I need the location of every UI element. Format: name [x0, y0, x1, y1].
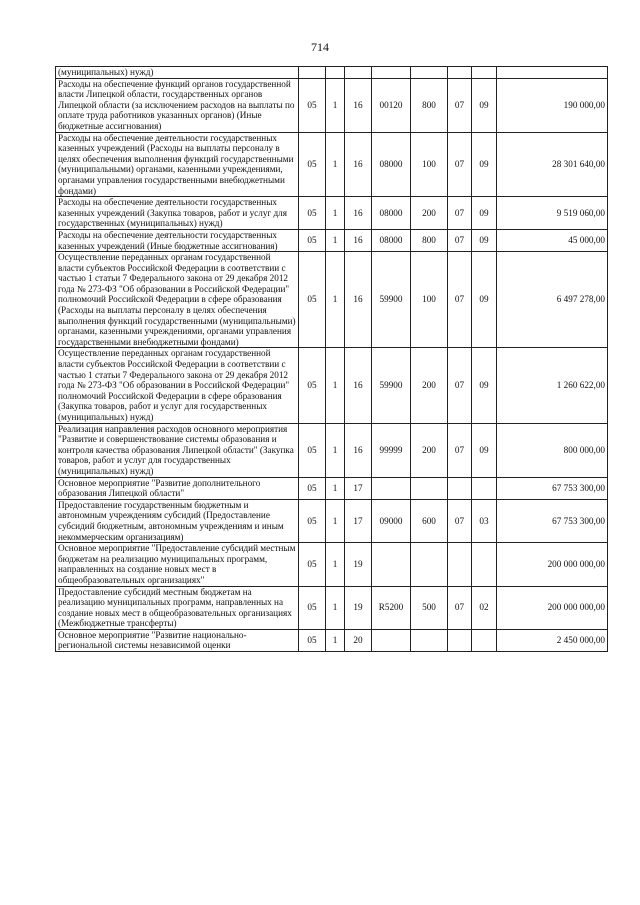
row-description: Осуществление переданных органам государственной власти субъектов Российской Федерации в соответствии с частью 1 статьи 7 Федерального закона от 29 декабря 2012 года № 273-ФЗ "Об образовании в Российской Федерации" полномочий Российской Федерации в сфере образования (Закупка товаров, работ и услуг для государственных (муниципальных) нужд)	[56, 348, 299, 423]
code-program: 1	[326, 348, 345, 423]
code-expense-type: 200	[411, 348, 448, 423]
table-row	[56, 229, 608, 251]
code-ministry	[299, 67, 326, 79]
code-subprogram: 19	[345, 586, 372, 629]
table-row	[56, 78, 608, 132]
code-direction	[372, 629, 411, 651]
table-row	[56, 348, 608, 423]
code-section	[448, 67, 472, 79]
code-subsection: 09	[472, 229, 497, 251]
code-direction	[372, 477, 411, 499]
code-section: 07	[448, 586, 472, 629]
row-amount	[497, 67, 608, 79]
row-description: Предоставление государственным бюджетным и автономным учреждениям субсидий (Предоставление субсидий бюджетным, автономным учреждениям и иным некоммерческим организациям)	[56, 499, 299, 542]
code-direction: 09000	[372, 499, 411, 542]
row-amount: 6 497 278,00	[497, 252, 608, 348]
row-amount: 67 753 300,00	[497, 477, 608, 499]
row-amount: 190 000,00	[497, 78, 608, 132]
code-section: 07	[448, 423, 472, 477]
code-expense-type: 600	[411, 499, 448, 542]
code-direction: 08000	[372, 229, 411, 251]
code-ministry: 05	[299, 629, 326, 651]
code-section: 07	[448, 78, 472, 132]
code-program	[326, 67, 345, 79]
code-program: 1	[326, 423, 345, 477]
budget-table	[55, 66, 608, 652]
code-ministry: 05	[299, 423, 326, 477]
code-program: 1	[326, 629, 345, 651]
row-description: Расходы на обеспечение функций органов государственной власти Липецкой области, государственных органов Липецкой области (за исключением расходов на выплаты по оплате труда работников указанных органов) (Иные бюджетные ассигнования)	[56, 78, 299, 132]
row-description: Реализация направления расходов основного мероприятия "Развитие и совершенствование системы образования и контроля качества образования Липецкой области" (Закупка товаров, работ и услуг для государственных (муниципальных) нужд)	[56, 423, 299, 477]
code-subsection	[472, 477, 497, 499]
code-subsection	[472, 67, 497, 79]
code-subprogram: 16	[345, 197, 372, 230]
code-expense-type: 800	[411, 229, 448, 251]
code-direction: 59900	[372, 252, 411, 348]
row-amount: 67 753 300,00	[497, 499, 608, 542]
code-program: 1	[326, 499, 345, 542]
code-section	[448, 629, 472, 651]
code-direction	[372, 67, 411, 79]
code-ministry: 05	[299, 78, 326, 132]
table-row	[56, 67, 608, 79]
code-subprogram: 16	[345, 132, 372, 197]
row-description: Основное мероприятие "Предоставление субсидий местным бюджетам на реализацию муниципальных программ, направленных на создание новых мест в общеобразовательных организациях"	[56, 543, 299, 586]
code-expense-type	[411, 67, 448, 79]
row-description: Предоставление субсидий местным бюджетам на реализацию муниципальных программ, направленных на создание новых мест в общеобразовательных организациях (Межбюджетные трансферты)	[56, 586, 299, 629]
row-description: Основное мероприятие "Развитие дополнительного образования Липецкой области"	[56, 477, 299, 499]
code-direction: 08000	[372, 197, 411, 230]
code-subsection	[472, 543, 497, 586]
code-subsection: 09	[472, 252, 497, 348]
code-ministry: 05	[299, 477, 326, 499]
code-ministry: 05	[299, 543, 326, 586]
code-expense-type: 200	[411, 197, 448, 230]
row-amount: 800 000,00	[497, 423, 608, 477]
code-section: 07	[448, 499, 472, 542]
code-subprogram: 16	[345, 78, 372, 132]
code-program: 1	[326, 132, 345, 197]
page-number: 714	[311, 40, 329, 54]
code-subprogram: 16	[345, 252, 372, 348]
code-subsection: 09	[472, 197, 497, 230]
code-direction	[372, 543, 411, 586]
table-row	[56, 132, 608, 197]
code-direction: 00120	[372, 78, 411, 132]
row-amount: 2 450 000,00	[497, 629, 608, 651]
code-direction: R5200	[372, 586, 411, 629]
row-amount: 200 000 000,00	[497, 543, 608, 586]
code-ministry: 05	[299, 499, 326, 542]
code-ministry: 05	[299, 197, 326, 230]
code-program: 1	[326, 252, 345, 348]
code-section: 07	[448, 132, 472, 197]
code-section: 07	[448, 197, 472, 230]
code-ministry: 05	[299, 586, 326, 629]
code-ministry: 05	[299, 348, 326, 423]
code-expense-type: 200	[411, 423, 448, 477]
code-program: 1	[326, 197, 345, 230]
code-expense-type	[411, 477, 448, 499]
row-description: (муниципальных) нужд)	[56, 67, 299, 79]
row-amount: 9 519 060,00	[497, 197, 608, 230]
code-expense-type: 100	[411, 252, 448, 348]
row-description: Расходы на обеспечение деятельности государственных казенных учреждений (Иные бюджетные ассигнования)	[56, 229, 299, 251]
code-direction: 99999	[372, 423, 411, 477]
code-program: 1	[326, 78, 345, 132]
row-amount: 45 000,00	[497, 229, 608, 251]
code-subprogram: 20	[345, 629, 372, 651]
code-subsection: 09	[472, 423, 497, 477]
code-direction: 08000	[372, 132, 411, 197]
code-section: 07	[448, 229, 472, 251]
code-subsection	[472, 629, 497, 651]
table-row	[56, 543, 608, 586]
code-program: 1	[326, 477, 345, 499]
table-row	[56, 629, 608, 651]
code-subprogram: 16	[345, 229, 372, 251]
row-amount: 200 000 000,00	[497, 586, 608, 629]
code-subprogram: 17	[345, 499, 372, 542]
code-subsection: 09	[472, 348, 497, 423]
code-ministry: 05	[299, 132, 326, 197]
code-direction: 59900	[372, 348, 411, 423]
code-subprogram: 17	[345, 477, 372, 499]
code-subsection: 02	[472, 586, 497, 629]
code-subprogram: 19	[345, 543, 372, 586]
row-description: Расходы на обеспечение деятельности государственных казенных учреждений (Расходы на выплаты персоналу в целях обеспечения выполнения функций государственными (муниципальными) органами, казенными учреждениями, органами управления государственными внебюджетными фондами)	[56, 132, 299, 197]
code-section: 07	[448, 252, 472, 348]
table-row	[56, 477, 608, 499]
code-expense-type: 100	[411, 132, 448, 197]
code-section	[448, 543, 472, 586]
code-subsection: 09	[472, 132, 497, 197]
table-row	[56, 423, 608, 477]
row-amount: 28 301 640,00	[497, 132, 608, 197]
table-row	[56, 197, 608, 230]
code-subsection: 03	[472, 499, 497, 542]
code-program: 1	[326, 543, 345, 586]
table-row	[56, 499, 608, 542]
row-description: Осуществление переданных органам государственной власти субъектов Российской Федерации в соответствии с частью 1 статьи 7 Федерального закона от 29 декабря 2012 года № 273-ФЗ "Об образовании в Российской Федерации" полномочий Российской Федерации в сфере образования (Расходы на выплаты персоналу в целях обеспечения выполнения функций государственными (муниципальными) органами, казенными учреждениями, органами управления государственными внебюджетными фондами)	[56, 252, 299, 348]
row-description: Основное мероприятие "Развитие национально-региональной системы независимой оценки	[56, 629, 299, 651]
row-amount: 1 260 622,00	[497, 348, 608, 423]
code-subprogram	[345, 67, 372, 79]
code-subsection: 09	[472, 78, 497, 132]
code-expense-type	[411, 543, 448, 586]
table-row	[56, 586, 608, 629]
code-expense-type: 500	[411, 586, 448, 629]
code-section: 07	[448, 348, 472, 423]
code-subprogram: 16	[345, 423, 372, 477]
code-section	[448, 477, 472, 499]
code-expense-type	[411, 629, 448, 651]
code-program: 1	[326, 229, 345, 251]
code-subprogram: 16	[345, 348, 372, 423]
code-ministry: 05	[299, 252, 326, 348]
row-description: Расходы на обеспечение деятельности государственных казенных учреждений (Закупка товаров, работ и услуг для государственных (муниципальных) нужд)	[56, 197, 299, 230]
code-expense-type: 800	[411, 78, 448, 132]
code-ministry: 05	[299, 229, 326, 251]
code-program: 1	[326, 586, 345, 629]
table-row	[56, 252, 608, 348]
